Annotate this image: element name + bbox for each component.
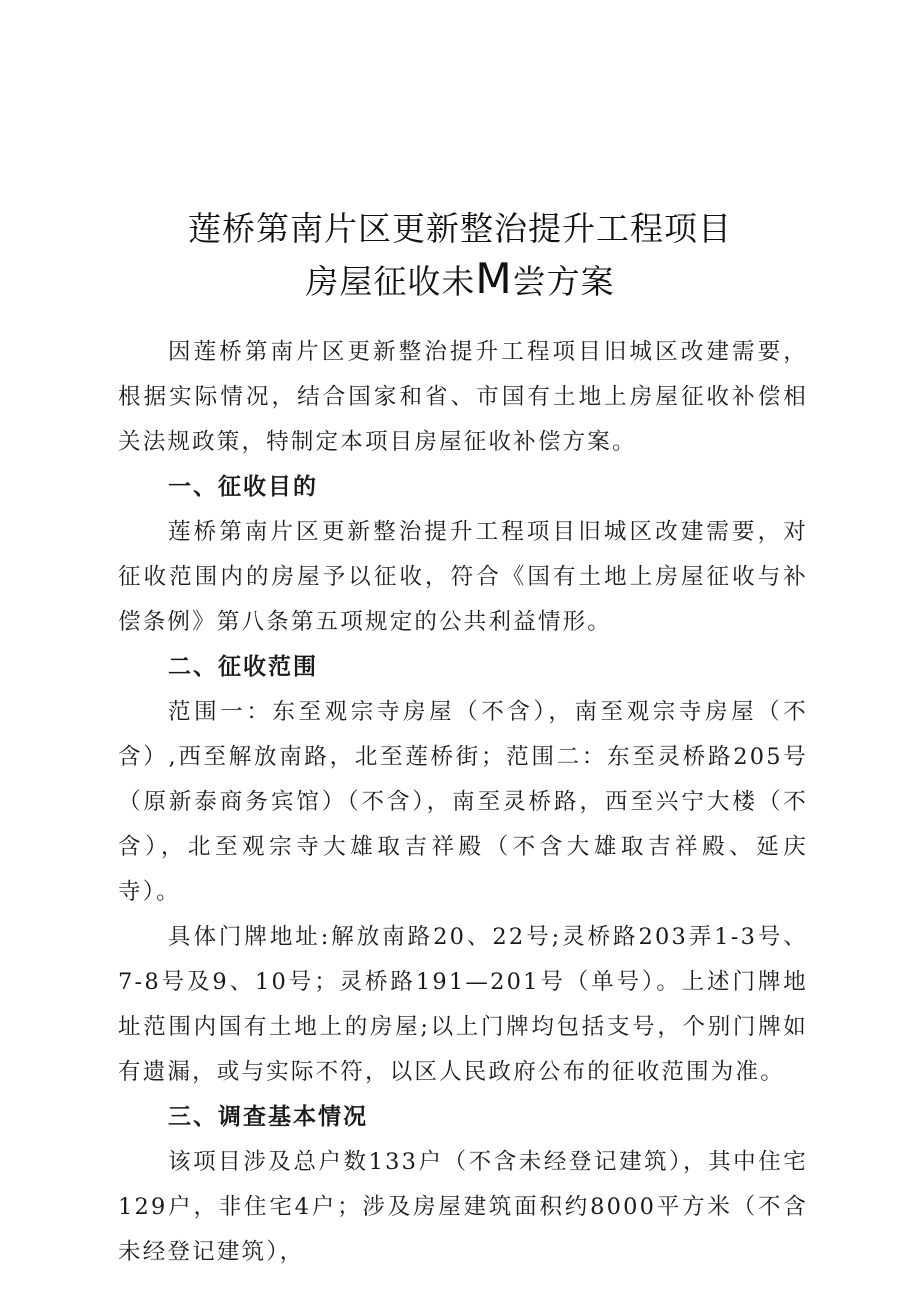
section-3-paragraph: 该项目涉及总户数133户（不含未经登记建筑），其中住宅129户，非住宅4户；涉及房屋建筑面积约8000平方米（不含未经登记建筑）， (118, 1149, 808, 1265)
document-title-line-1: 莲桥第南片区更新整治提升工程项目 (188, 209, 732, 248)
section-2-paragraph-2: 具体门牌地址:解放南路20、22号;灵桥路203弄1-3号、7-8号及9、10号；灵桥路191—201号（单号）。上述门牌地址范围内国有土地上的房屋;以上门牌均包括支号，个别门牌如有遗漏，或与实际不符，以区人民政府公布的征收范围为准。 (118, 924, 808, 1085)
intro-paragraph: 因莲桥第南片区更新整治提升工程项目旧城区改建需要，根据实际情况，结合国家和省、市国有土地上房屋征收补偿相关法规政策，特制定本项目房屋征收补偿方案。 (118, 339, 808, 455)
title-line-2-artifact-letter: M (475, 254, 513, 303)
document-body (118, 330, 808, 1275)
section-1-heading: 一、征收目的 (168, 474, 318, 500)
section-3-heading: 三、调查基本情况 (168, 1104, 368, 1130)
title-line-2-part-a: 房屋征收未 (305, 262, 476, 301)
section-2-paragraph-1: 范围一：东至观宗寺房屋（不含），南至观宗寺房屋（不含）,西至解放南路，北至莲桥街；范围二：东至灵桥路205号（原新泰商务宾馆）（不含），南至灵桥路，西至兴宁大楼（不含），北至观宗寺大雄取吉祥殿（不含大雄取吉祥殿、延庆寺）。 (118, 699, 808, 905)
title-line-2-part-b: 尝方案 (512, 262, 615, 301)
document-title-line-2 (0, 254, 920, 303)
section-1-paragraph: 莲桥第南片区更新整治提升工程项目旧城区改建需要，对征收范围内的房屋予以征收，符合《国有土地上房屋征收与补偿条例》第八条第五项规定的公共利益情形。 (118, 519, 808, 635)
section-2-heading: 二、征收范围 (168, 654, 318, 680)
